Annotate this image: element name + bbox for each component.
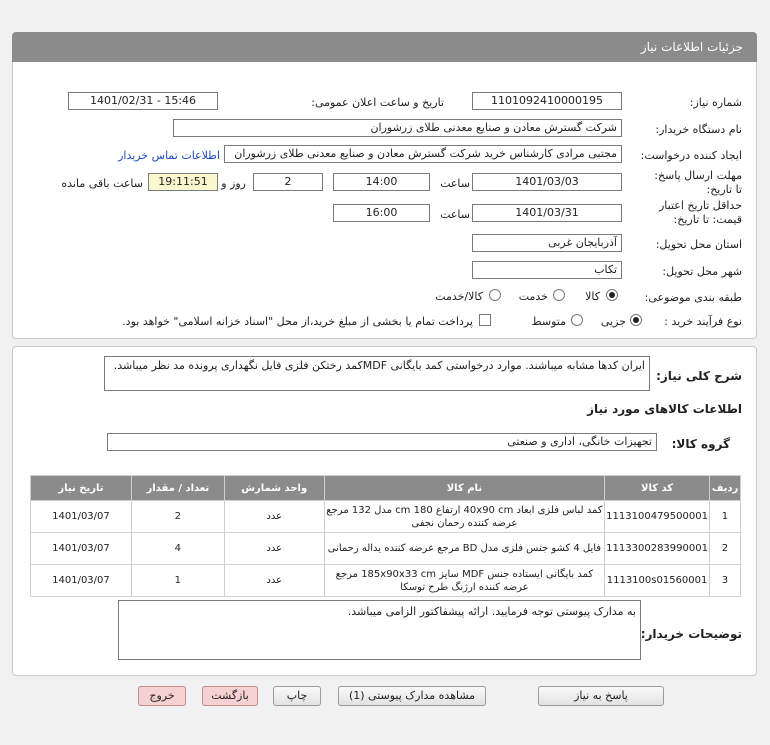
col-idx-header: ردیف [709, 476, 740, 501]
need-number-field: 1101092410000195 [472, 92, 622, 110]
process-option-minor: جزیی [600, 315, 626, 328]
category-label: طبقه بندی موضوعی: [644, 291, 742, 304]
deadline-label: مهلت ارسال پاسخ: تا تاریخ: [654, 169, 742, 196]
row-unit: عدد [224, 501, 324, 533]
contact-buyer-link[interactable]: اطلاعات تماس خریدار [118, 149, 220, 162]
category-option-service: خدمت [518, 290, 548, 303]
buyer-notes-field: به مدارک پیوستی توجه فرمایید. ارائه پیشفاکتور الزامی میباشد. [118, 600, 641, 660]
deadline-time-field: 14:00 [333, 173, 430, 191]
buyer-notes-label: توضیحات خریدار: [640, 627, 742, 641]
validity-time-label: ساعت [440, 208, 470, 221]
requester-field: مجتبی مرادی کارشناس خرید شرکت گسترش معادن و صنایع معدنی طلای زرشوران [224, 145, 622, 163]
buyer-field: شرکت گسترش معادن و صنایع معدنی طلای زرشوران [173, 119, 622, 137]
col-date-header: تاریخ نیاز [31, 476, 132, 501]
col-unit-header: واحد شمارش [224, 476, 324, 501]
row-idx: 2 [709, 533, 740, 565]
reply-button[interactable]: پاسخ به نیاز [538, 686, 664, 706]
province-label: استان محل تحویل: [655, 238, 742, 251]
goods-group-field: تجهیزات خانگی، اداری و صنعتی [107, 433, 657, 451]
goods-table [30, 475, 741, 597]
deadline-date-field: 1401/03/03 [472, 173, 622, 191]
row-code: 1113100s01560001 [605, 565, 710, 597]
goods-group-label: گروه کالا: [671, 437, 730, 451]
validity-time-field: 16:00 [333, 204, 430, 222]
col-name-header: نام کالا [324, 476, 605, 501]
row-date: 1401/03/07 [31, 533, 132, 565]
view-attachments-button[interactable]: مشاهده مدارک پیوستی (1) [338, 686, 486, 706]
process-radio-minor[interactable] [630, 314, 642, 326]
page-header [12, 32, 757, 62]
category-radio-both[interactable] [489, 289, 501, 301]
row-date: 1401/03/07 [31, 565, 132, 597]
table-row [31, 533, 741, 565]
goods-table-header [31, 476, 741, 501]
row-unit: عدد [224, 565, 324, 597]
goods-section-title: اطلاعات کالاهای مورد نیاز [587, 402, 742, 416]
days-field: 2 [253, 173, 323, 191]
days-label: روز و [221, 177, 246, 190]
row-name: کمد بایگانی ایستاده جنس MDF سایز 185x90x33 cm مرجع عرضه کننده ارژنگ طرح توسکا [324, 565, 605, 597]
announce-label: تاریخ و ساعت اعلان عمومی: [311, 96, 444, 109]
print-button[interactable]: چاپ [273, 686, 321, 706]
row-qty: 2 [131, 501, 224, 533]
row-code: 1113300283990001 [605, 533, 710, 565]
back-button[interactable]: بازگشت [202, 686, 258, 706]
process-option-medium: متوسط [531, 315, 566, 328]
remaining-time-field: 19:11:51 [148, 173, 218, 191]
row-idx: 1 [709, 501, 740, 533]
process-label: نوع فرآیند خرید : [664, 315, 742, 328]
page-title: جزئیات اطلاعات نیاز [640, 40, 743, 54]
col-qty-header: تعداد / مقدار [131, 476, 224, 501]
province-field: آذربایجان غربی [472, 234, 622, 252]
description-field: ایران کدها مشابه میباشند. موارد درخواستی کمد بایگانی MDFکمد رختکن فلزی فایل نگهداری پرونده مد نظر میباشد. [104, 356, 650, 391]
city-field: تکاب [472, 261, 622, 279]
remaining-label: ساعت باقی مانده [61, 177, 143, 190]
category-radio-service[interactable] [553, 289, 565, 301]
row-unit: عدد [224, 533, 324, 565]
process-radio-medium[interactable] [571, 314, 583, 326]
category-option-both: کالا/خدمت [435, 290, 483, 303]
announce-field: 1401/02/31 - 15:46 [68, 92, 218, 110]
city-label: شهر محل تحویل: [662, 265, 742, 278]
validity-label: حداقل تاریخ اعتبار قیمت: تا تاریخ: [658, 199, 742, 226]
col-code-header: کد کالا [605, 476, 710, 501]
buyer-label: نام دستگاه خریدار: [655, 123, 742, 136]
row-date: 1401/03/07 [31, 501, 132, 533]
deadline-time-label: ساعت [440, 177, 470, 190]
row-name: فایل 4 کشو جنس فلزی مدل BD مرجع عرضه کننده یداله رحمانی [324, 533, 605, 565]
requester-label: ایجاد کننده درخواست: [640, 149, 742, 162]
exit-button[interactable]: خروج [138, 686, 186, 706]
row-idx: 3 [709, 565, 740, 597]
row-qty: 4 [131, 533, 224, 565]
treasury-payment-checkbox[interactable] [479, 314, 491, 326]
validity-date-field: 1401/03/31 [472, 204, 622, 222]
table-row [31, 501, 741, 533]
row-qty: 1 [131, 565, 224, 597]
need-number-label: شماره نیاز: [689, 96, 742, 109]
treasury-payment-text: پرداخت تمام یا بخشی از مبلغ خرید،از محل "اسناد خزانه اسلامی" خواهد بود. [122, 315, 473, 328]
category-radio-goods[interactable] [606, 289, 618, 301]
row-code: 1113100479500001 [605, 501, 710, 533]
description-label: شرح کلی نیاز: [656, 369, 742, 383]
row-name: کمد لباس فلزی ابعاد 40x90 cm ارتفاع 180 cm مدل 132 مرجع عرضه کننده رحمان نجفی [324, 501, 605, 533]
category-option-goods: کالا [585, 290, 600, 303]
table-row [31, 565, 741, 597]
